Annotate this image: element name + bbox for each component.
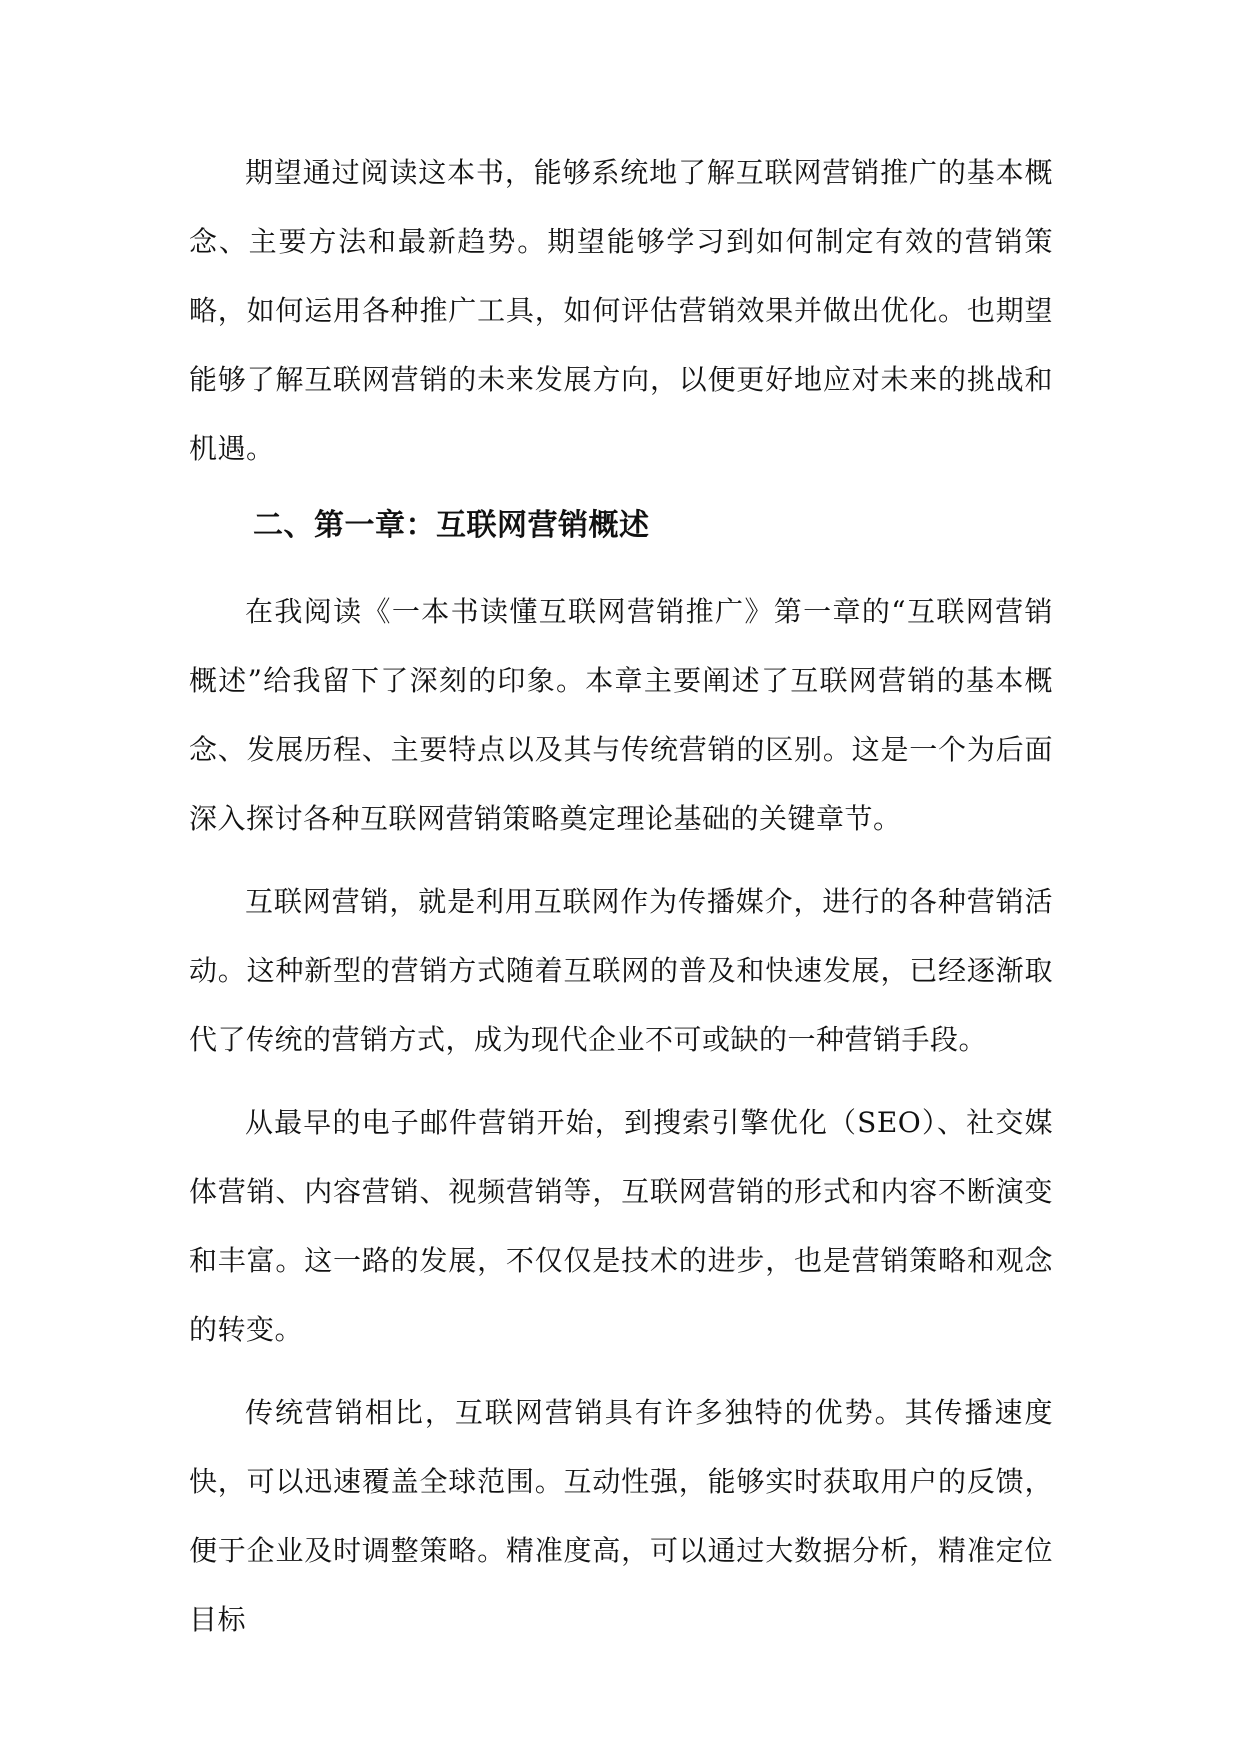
paragraph-chapter-intro: 在我阅读《一本书读懂互联网营销推广》第一章的“互联网营销概述”给我留下了深刻的印象。本章主要阐述了互联网营销的基本概念、发展历程、主要特点以及其与传统营销的区别。这是一个为后面深入探讨各种互联网营销策略奠定理论基础的关键章节。 bbox=[189, 595, 1053, 835]
paragraph-expectations: 期望通过阅读这本书，能够系统地了解互联网营销推广的基本概念、主要方法和最新趋势。期望能够学习到如何制定有效的营销策略，如何运用各种推广工具，如何评估营销效果并做出优化。也期望能够了解互联网营销的未来发展方向，以便更好地应对未来的挑战和机遇。 bbox=[189, 156, 1053, 465]
paragraph-history: 从最早的电子邮件营销开始，到搜索引擎优化（SEO）、社交媒体营销、内容营销、视频营销等，互联网营销的形式和内容不断演变和丰富。这一路的发展，不仅仅是技术的进步，也是营销策略和观念的转变。 bbox=[189, 1106, 1053, 1346]
paragraph-definition: 互联网营销，就是利用互联网作为传播媒介，进行的各种营销活动。这种新型的营销方式随着互联网的普及和快速发展，已经逐渐取代了传统的营销方式，成为现代企业不可或缺的一种营销手段。 bbox=[189, 885, 1053, 1056]
section-heading: 二、第一章：互联网营销概述 bbox=[253, 508, 650, 543]
paragraph-advantages: 传统营销相比，互联网营销具有许多独特的优势。其传播速度快，可以迅速覆盖全球范围。互动性强，能够实时获取用户的反馈，便于企业及时调整策略。精准度高，可以通过大数据分析，精准定位目标 bbox=[189, 1396, 1053, 1636]
document-body bbox=[189, 138, 1053, 1668]
